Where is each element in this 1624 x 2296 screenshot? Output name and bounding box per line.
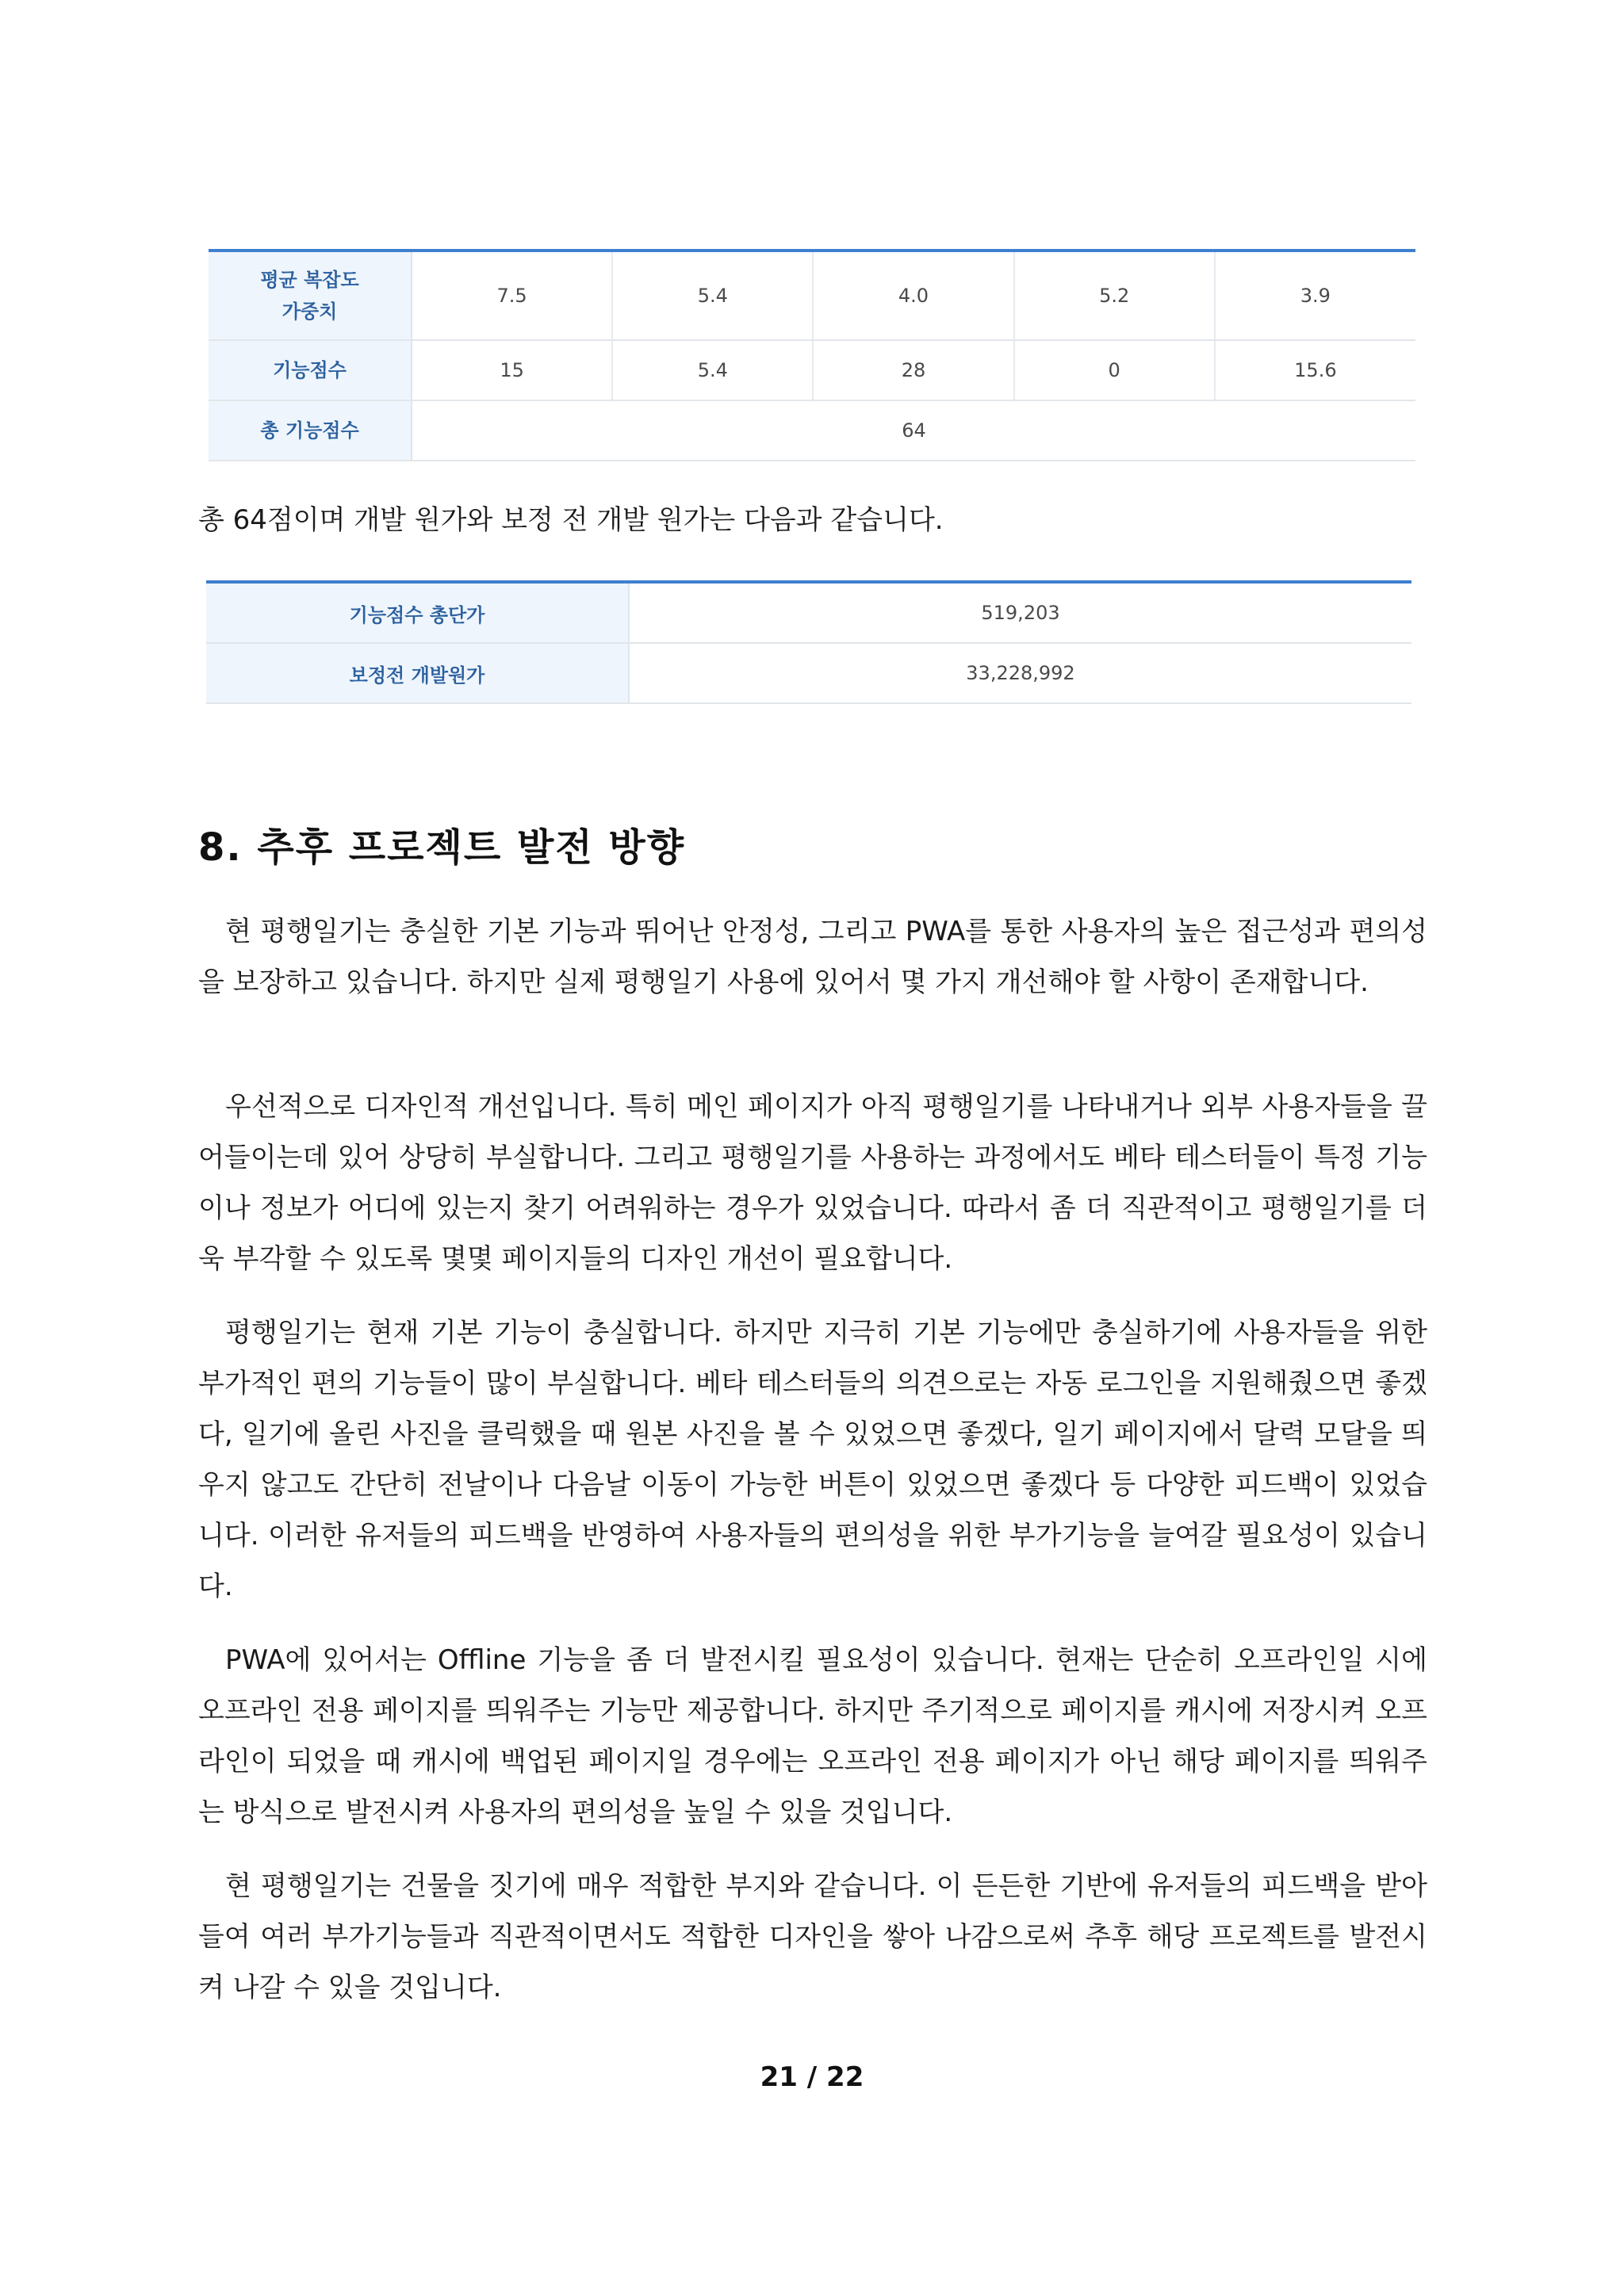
paragraph: 현 평행일기는 건물을 짓기에 매우 적합한 부지와 같습니다. 이 든든한 기반에 유저들의 피드백을 받아들여 여러 부가기능들과 직관적이면서도 적합한 디자인을 쌓아 나감으로써 추후 해당 프로젝트를 발전시켜 나갈 수 있을 것입니다. xyxy=(198,1870,1427,2003)
summary-text: 총 64점이며 개발 원가와 보정 전 개발 원가는 다음과 같습니다. xyxy=(198,504,944,536)
table-cell: 4.0 xyxy=(813,251,1013,340)
section-heading: 8. 추후 프로젝트 발전 방향 xyxy=(198,825,686,870)
table-cell: 519,203 xyxy=(629,582,1411,643)
table-cell: 5.2 xyxy=(1014,251,1215,340)
table-cell: 0 xyxy=(1014,340,1215,400)
table-cell: 7.5 xyxy=(412,251,612,340)
cost-table xyxy=(206,580,1411,704)
paragraph: PWA에 있어서는 Offline 기능을 좀 더 발전시킬 필요성이 있습니다. 현재는 단순히 오프라인일 시에 오프라인 전용 페이지를 띄워주는 기능만 제공합니다. 하지만 주기적으로 페이지를 캐시에 저장시켜 오프라인이 되었을 때 캐시에 백업된 페이지일 경우에는 오프라인 전용 페이지가 아닌 해당 페이지를 띄워주는 방식으로 발전시켜 사용자의 편의성을 높일 수 있을 것입니다. xyxy=(198,1644,1427,1828)
page-number: 21 / 22 xyxy=(760,2061,864,2093)
table-row xyxy=(209,400,1415,461)
table-cell: 5.4 xyxy=(612,251,813,340)
table-row xyxy=(209,251,1415,340)
table-row xyxy=(206,643,1411,703)
row-header-unit-price: 기능점수 총단가 xyxy=(206,582,629,643)
paragraph: 평행일기는 현재 기본 기능이 충실합니다. 하지만 지극히 기본 기능에만 충실하기에 사용자들을 위한 부가적인 편의 기능들이 많이 부실합니다. 베타 테스터들의 의견으로는 자동 로그인을 지원해줬으면 좋겠다, 일기에 올린 사진을 클릭했을 때 원본 사진을 볼 수 있었으면 좋겠다, 일기 페이지에서 달력 모달을 띄우지 않고도 간단히 전날이나 다음날 이동이 가능한 버튼이 있었으면 좋겠다 등 다양한 피드백이 있었습니다. 이러한 유저들의 피드백을 반영하여 사용자들의 편의성을 위한 부가기능을 늘여갈 필요성이 있습니다. xyxy=(198,1317,1427,1602)
table-row xyxy=(209,340,1415,400)
paragraph: 우선적으로 디자인적 개선입니다. 특히 메인 페이지가 아직 평행일기를 나타내거나 외부 사용자들을 끌어들이는데 있어 상당히 부실합니다. 그리고 평행일기를 사용하는 과정에서도 베타 테스터들이 특정 기능이나 정보가 어디에 있는지 찾기 어려워하는 경우가 있었습니다. 따라서 좀 더 직관적이고 평행일기를 더욱 부각할 수 있도록 몇몇 페이지들의 디자인 개선이 필요합니다. xyxy=(198,1091,1427,1275)
table-cell: 33,228,992 xyxy=(629,643,1411,703)
paragraph: 현 평행일기는 충실한 기본 기능과 뛰어난 안정성, 그리고 PWA를 통한 사용자의 높은 접근성과 편의성을 보장하고 있습니다. 하지만 실제 평행일기 사용에 있어서 몇 가지 개선해야 할 사항이 존재합니다. xyxy=(198,916,1427,998)
row-header-total-function-points: 총 기능점수 xyxy=(209,400,412,461)
row-header-dev-cost: 보정전 개발원가 xyxy=(206,643,629,703)
table-cell: 3.9 xyxy=(1215,251,1415,340)
table-cell: 15.6 xyxy=(1215,340,1415,400)
table-cell: 15 xyxy=(412,340,612,400)
row-header-avg-complexity: 평균 복잡도 가중치 xyxy=(209,251,412,340)
row-header-function-points: 기능점수 xyxy=(209,340,412,400)
table-cell: 28 xyxy=(813,340,1013,400)
function-point-table xyxy=(209,249,1415,461)
table-row xyxy=(206,582,1411,643)
table-cell: 5.4 xyxy=(612,340,813,400)
table-cell-total: 64 xyxy=(412,400,1415,461)
